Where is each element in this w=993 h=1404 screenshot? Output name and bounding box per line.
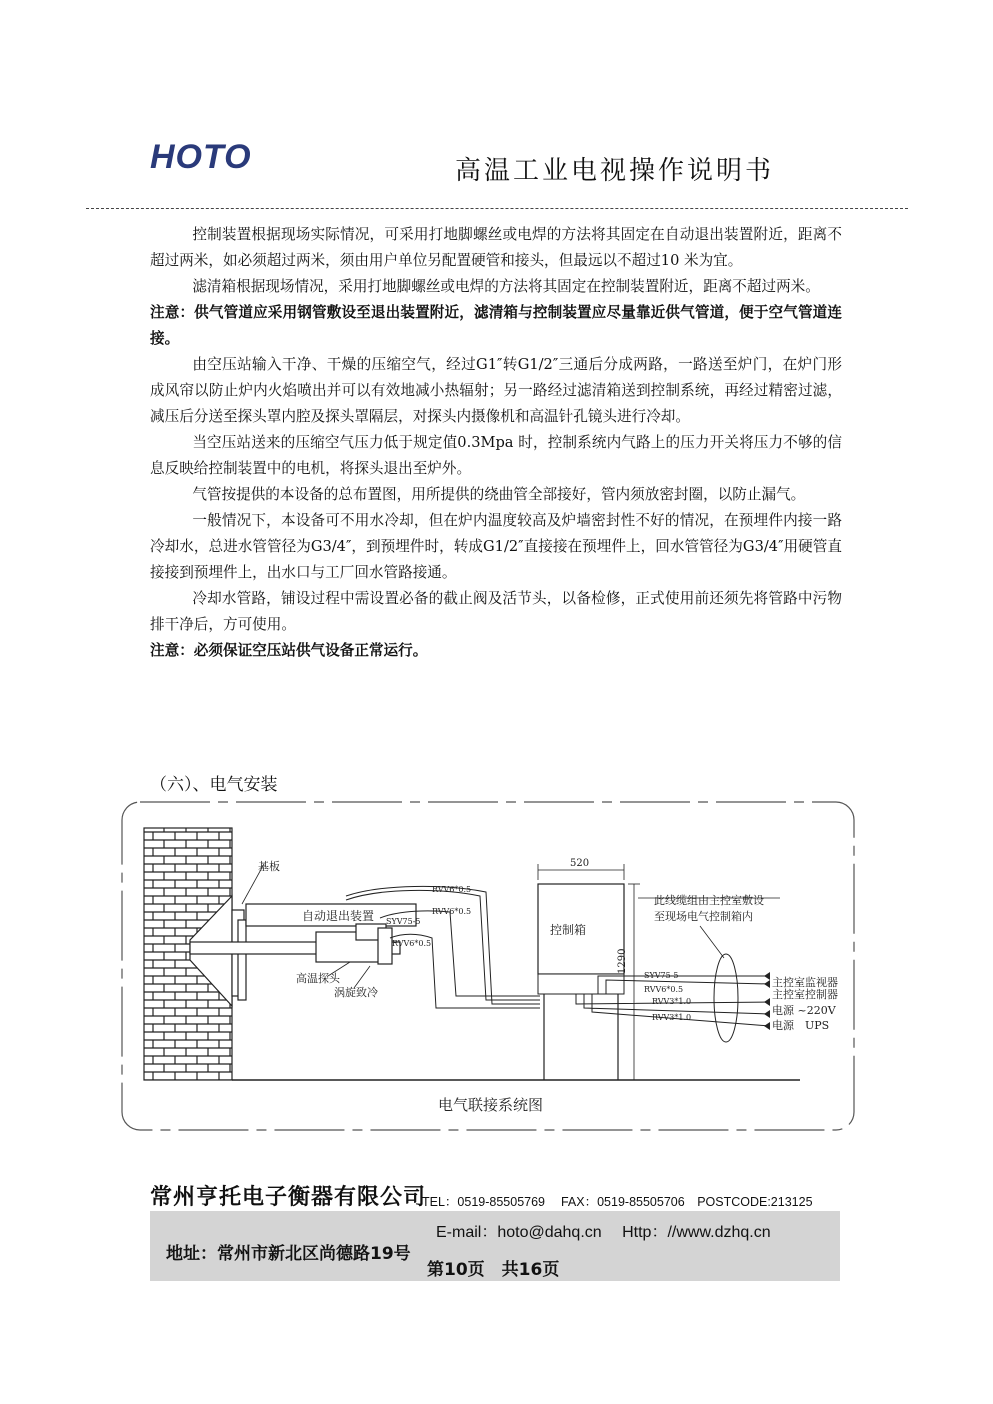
label-cable-rvv-a: RVV6*0.5: [432, 885, 472, 894]
paragraph-control-mounting: 控制装置根据现场实际情况，可采用打地脚螺丝或电焊的方法将其固定在自动退出装置附近，距离不超过两米，如必须超过两米，须由用户单位另配置硬管和接头，但最远以不超过10 米为宜。: [150, 226, 842, 269]
footer-page-number: 第10页 共16页: [427, 1260, 560, 1280]
section-heading-electrical: （六）、电气安装: [150, 775, 278, 795]
label-note-line1: 此线缆组由主控室敷设: [654, 894, 764, 907]
footer-company-name: 常州亨托电子衡器有限公司: [150, 1184, 427, 1210]
label-out-power-220: 电源 ~220V: [772, 1004, 836, 1017]
label-cable-rvv3-a: RVV3*1.0: [652, 997, 692, 1006]
label-probe: 高温探头: [296, 972, 340, 985]
label-height-dim: 1290: [617, 948, 628, 974]
label-cable-rvv3-b: RVV3*1.0: [652, 1013, 692, 1022]
hoto-logo: HOTO: [150, 138, 252, 176]
label-control-box: 控制箱: [550, 923, 587, 937]
paragraph-water-cooling: 一般情况下，本设备可不用水冷却，但在炉内温度较高及炉墙密封性不好的情况，在预埋件内接一路冷却水，总进水管管径为G3/4″，到预埋件时，转成G1/2″直接接在预埋件上，回水管管径为G3/4″用硬管直接接到预埋件上，出水口与工厂回水管路接通。: [150, 512, 842, 581]
label-cable-rvv-b: RVV6*0.5: [432, 907, 472, 916]
label-vortex: 涡旋致冷: [334, 986, 378, 999]
diagram-caption: 电气联接系统图: [438, 1096, 544, 1114]
footer-email-http: E-mail：hoto@dahq.cn Http：//www.dzhq.cn: [436, 1224, 771, 1241]
paragraph-air-supply: 由空压站输入干净、干燥的压缩空气，经过G1″转G1/2″三通后分成两路，一路送至炉门，在炉门形成风帘以防止炉内火焰喷出并可以有效地减小热辐射；另一路经过滤清箱送到控制系统，再经过精密过滤，减压后分送至探头罩内腔及探头罩隔层，对探头内摄像机和高温针孔镜头进行冷却。: [150, 356, 842, 425]
label-auto-exit: 自动退出装置: [302, 909, 375, 923]
label-out-controller: 主控室控制器: [772, 988, 838, 1001]
paragraph-pressure-switch: 当空压站送来的压缩空气压力低于规定值0.3Mpa 时，控制系统内气路上的压力开关将压力不够的信息反映给控制装置中的电机，将探头退出至炉外。: [150, 434, 842, 477]
electrical-connection-diagram: [120, 800, 856, 1132]
note-air-station: 注意：必须保证空压站供气设备正常运行。: [150, 642, 428, 659]
label-cable-rvv-c: RVV6*0.5: [392, 939, 432, 948]
label-out-monitor: 主控室监视器: [772, 976, 838, 989]
label-base-plate: 基板: [258, 860, 280, 873]
probe-head: [378, 928, 392, 964]
label-cable-syv-a: SYV75-5: [386, 917, 421, 926]
document-title: 高温工业电视操作说明书: [455, 156, 775, 186]
label-width-dim: 520: [570, 858, 590, 869]
cable-group-ellipse: [714, 954, 738, 1042]
label-cable-rvv-d: RVV6*0.5: [644, 985, 684, 994]
label-out-power-ups: 电源 UPS: [772, 1019, 830, 1032]
footer-box: [150, 1211, 840, 1281]
label-cable-syv-b: SYV75-5: [644, 971, 679, 980]
label-note-line2: 至现场电气控制箱内: [654, 910, 753, 923]
body-text: [150, 222, 842, 664]
note-air-pipe: 注意：供气管道应采用钢管敷设至退出装置附近，滤清箱与控制装置应尽量靠近供气管道，便于空气管道连接。: [150, 304, 842, 347]
paragraph-hose-connection: 气管按提供的本设备的总布置图，用所提供的绕曲管全部接好，管内须放密封圈，以防止漏气。: [192, 486, 806, 503]
footer-address: 地址：常州市新北区尚德路19号: [166, 1244, 411, 1264]
footer-contact: TEL：0519-85505769 FAX：0519-85505706 POSTCODE:213125: [422, 1195, 813, 1209]
paragraph-filter-mounting: 滤清箱根据现场情况，采用打地脚螺丝或电焊的方法将其固定在控制装置附近，距离不超过两米。: [192, 278, 820, 295]
header-divider: [86, 208, 908, 209]
paragraph-water-pipe: 冷却水管路，铺设过程中需设置必备的截止阀及活节头，以备检修，正式使用前还须先将管路中污物排干净后，方可使用。: [150, 590, 842, 633]
